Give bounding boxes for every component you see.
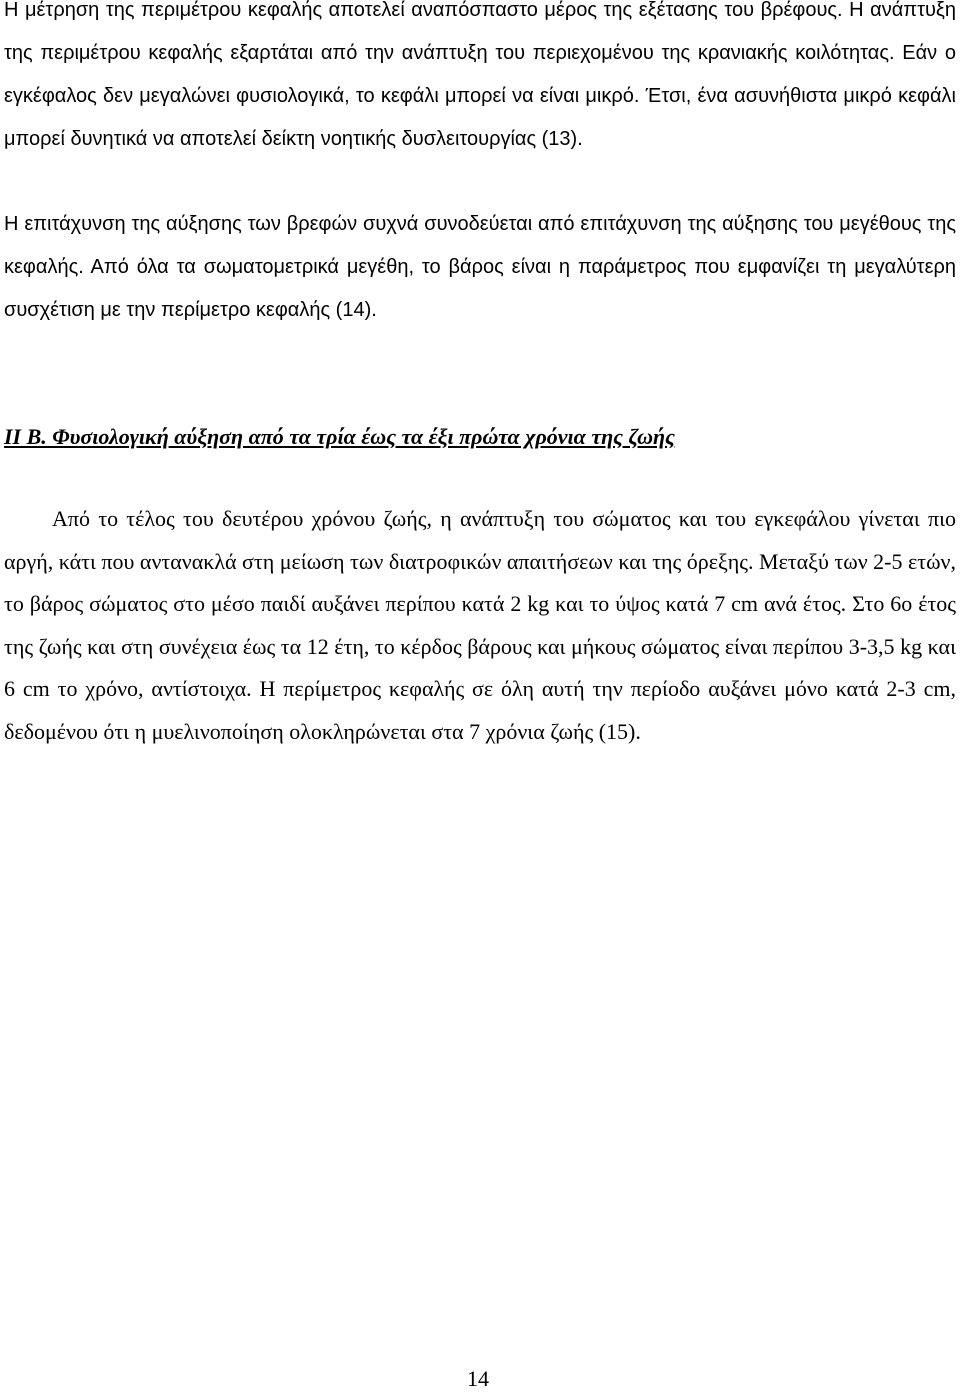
- section-heading: ΙΙ Β. Φυσιολογική αύξηση από τα τρία έως τα έξι πρώτα χρόνια της ζωής: [4, 424, 675, 449]
- paragraph-normal-growth-3-6-years: Από το τέλος του δευτέρου χρόνου ζωής, η ανάπτυξη του σώματος και του εγκεφάλου γίνεται πιο αργή, κάτι που αντανακλά στη μείωση των διατροφικών απαιτήσεων και της όρεξης. Μεταξύ των 2-5 ετών, το βάρος σώματος στο μέσο παιδί αυξάνει περίπου κατά 2 kg και το ύψος κατά 7 cm ανά έτος. Στο 6ο έτος της ζωής και στη συνέχεια έως τα 12 έτη, το κέρδος βάρους και μήκους σώματος είναι περίπου 3-3,5 kg και 6 cm το χρόνο, αντίστοιχα. Η περίμετρος κεφαλής σε όλη αυτή την περίοδο αυξάνει μόνο κατά 2-3 cm, δεδομένου ότι η μυελινοποίηση ολοκληρώνεται στα 7 χρόνια ζωής (15).: [4, 506, 956, 744]
- paragraph-head-circumference-measurement: Η μέτρηση της περιμέτρου κεφαλής αποτελεί αναπόσπαστο μέρος της εξέτασης του βρέφους. Η ανάπτυξη της περιμέτρου κεφαλής εξαρτάται από την ανάπτυξη του περιεχομένου της κρανιακής κοιλότητας. Εάν ο εγκέφαλος δεν μεγαλώνει φυσιολογικά, το κεφάλι μπορεί να είναι μικρό. Έτσι, ένα ασυνήθιστα μικρό κεφάλι μπορεί δυνητικά να αποτελεί δείκτη νοητικής δυσλειτουργίας (13).: [4, 0, 956, 150]
- page-number: 14: [467, 1366, 489, 1391]
- paragraph-growth-acceleration: Η επιτάχυνση της αύξησης των βρεφών συχνά συνοδεύεται από επιτάχυνση της αύξησης του μεγέθους της κεφαλής. Από όλα τα σωματομετρικά μεγέθη, το βάρος είναι η παράμετρος που εμφανίζει τη μεγαλύτερη συσχέτιση με την περίμετρο κεφαλής (14).: [4, 213, 956, 321]
